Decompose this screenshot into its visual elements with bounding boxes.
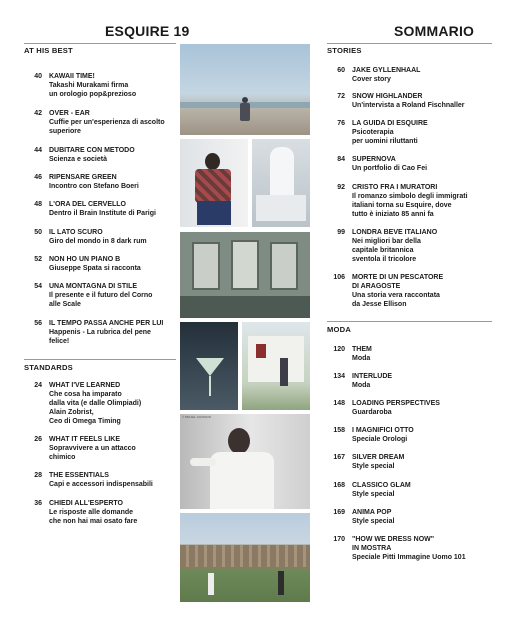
entry-subtitle: superiore (49, 128, 81, 135)
toc-entry[interactable] (24, 381, 176, 426)
entry-title: CHIEDI ALL'ESPERTO (49, 500, 124, 507)
entry-title: THEM (352, 346, 372, 353)
entry-title: LA GUIDA DI ESQUIRE (352, 120, 428, 127)
toc-entry[interactable] (24, 282, 176, 309)
page-number: 46 (34, 174, 42, 181)
entry-subtitle: Incontro con Stefano Boeri (49, 183, 139, 190)
toc-entry[interactable] (24, 435, 176, 462)
entry-subtitle: Le risposte alle domande (49, 509, 134, 516)
toc-entry[interactable] (24, 173, 176, 191)
subject-white-suit (210, 452, 274, 509)
toc-entry[interactable] (327, 183, 492, 219)
page-number: 169 (333, 509, 345, 516)
entry-subtitle: Giuseppe Spata si racconta (49, 265, 141, 272)
beach-figure-photo (180, 44, 310, 135)
entry-subtitle: Nei migliori bar della (352, 238, 421, 245)
toc-entry[interactable] (24, 319, 176, 346)
entry-subtitle: Moda (352, 355, 371, 362)
entry-title: MORTE DI UN PESCATORE (352, 274, 444, 281)
entry-title: WHAT I'VE LEARNED (49, 382, 121, 389)
page-number: 158 (333, 427, 345, 434)
toc-entry[interactable] (327, 535, 492, 562)
entry-subtitle: Happenis - La rubrica del pene (49, 329, 151, 336)
entry-subtitle: Una storia vera raccontata (352, 292, 440, 299)
section-divider (327, 321, 492, 322)
page-number: 54 (34, 283, 42, 290)
toc-entry[interactable] (327, 453, 492, 471)
entry-subtitle: italiani torna su Esquire, dove (352, 202, 452, 209)
entry-subtitle: Giro del mondo in 8 dark rum (49, 238, 147, 245)
entry-title: WHAT IT FEELS LIKE (49, 436, 121, 443)
entry-subtitle: tutto è iniziato 85 anni fa (352, 211, 434, 218)
cover-story-photo (180, 414, 310, 509)
bar-interior-photo (180, 232, 310, 318)
entry-subtitle: per uomini riluttanti (352, 138, 418, 145)
lab-photo (252, 139, 310, 227)
portrait-seated-photo (180, 139, 248, 227)
glass-stem (209, 376, 211, 396)
entry-subtitle: Dentro il Brain Institute di Parigi (49, 210, 156, 217)
photo-credit: © MIKAEL JANSSON (182, 415, 211, 419)
portrait-head (205, 153, 220, 170)
entry-title: "HOW WE DRESS NOW" (352, 536, 435, 543)
page-number: 76 (337, 120, 345, 127)
house-door (256, 344, 266, 358)
page-number: 48 (34, 201, 42, 208)
entry-subtitle: Takashi Murakami firma (49, 82, 129, 89)
lab-bench (256, 195, 306, 221)
entry-subtitle: Speciale Orologi (352, 436, 408, 443)
toc-entry[interactable] (327, 273, 492, 309)
figure-body (240, 103, 250, 121)
entry-subtitle: Guardaroba (352, 409, 392, 416)
page-number: 92 (337, 184, 345, 191)
section-heading: STORIES (327, 46, 362, 55)
entry-subtitle: Il romanzo simbolo degli immigrati (352, 193, 468, 200)
toc-entry[interactable] (24, 146, 176, 164)
entry-title: IL TEMPO PASSA ANCHE PER LUI (49, 320, 164, 327)
house-facade (248, 336, 304, 382)
standing-figure (280, 358, 288, 386)
entry-title: LOADING PERSPECTIVES (352, 400, 440, 407)
page-number: 44 (34, 147, 42, 154)
page-number: 52 (34, 256, 42, 263)
page-number: 56 (34, 320, 42, 327)
entry-title: NON HO UN PIANO B (49, 256, 121, 263)
page-number: 170 (333, 536, 345, 543)
entry-subtitle: Che cosa ha imparato (49, 391, 122, 398)
entry-title: OVER - EAR (49, 110, 90, 117)
toc-entry[interactable] (327, 119, 492, 146)
entry-subtitle: Style special (352, 463, 395, 470)
toc-entry[interactable] (24, 228, 176, 246)
entry-subtitle: Psicoterapia (352, 129, 394, 136)
lab-coat-figure (270, 147, 294, 197)
toc-entry[interactable] (24, 72, 176, 99)
page-number: 134 (333, 373, 345, 380)
page-number: 167 (333, 454, 345, 461)
window-left (192, 242, 220, 290)
toc-entry[interactable] (327, 372, 492, 390)
section-heading: STANDARDS (24, 363, 73, 372)
model-right (278, 571, 284, 595)
entry-title: CLASSICO GLAM (352, 482, 411, 489)
page-number: 84 (337, 156, 345, 163)
entry-subtitle: dalla vita (e dalle Olimpiadi) (49, 400, 142, 407)
entry-title: INTERLUDE (352, 373, 393, 380)
entry-subtitle: un orologio pop&prezioso (49, 91, 137, 98)
page-number: 120 (333, 346, 345, 353)
section-divider (327, 43, 492, 44)
bar-floor (180, 296, 310, 318)
toc-entry[interactable] (327, 426, 492, 444)
toc-entry[interactable] (327, 66, 492, 84)
entry-subtitle: felice! (49, 338, 70, 345)
entry-title: CRISTO FRA I MURATORI (352, 184, 438, 191)
page-number: 99 (337, 229, 345, 236)
page-number: 50 (34, 229, 42, 236)
entry-title: UNA MONTAGNA DI STILE (49, 283, 138, 290)
building-arcade (180, 545, 310, 567)
entry-subtitle: che non hai mai osato fare (49, 518, 138, 525)
cocktail-glass (196, 358, 224, 376)
toc-entry[interactable] (24, 499, 176, 526)
entry-title: ANIMA POP (352, 509, 392, 516)
toc-entry[interactable] (327, 155, 492, 173)
fashion-field-photo (180, 513, 310, 602)
page-number: 36 (34, 500, 42, 507)
contents-title: SOMMARIO (394, 23, 475, 39)
toc-entry[interactable] (327, 345, 492, 363)
toc-entry[interactable] (24, 109, 176, 136)
entry-subtitle: chimico (49, 454, 76, 461)
entry-title: I MAGNIFICI OTTO (352, 427, 414, 434)
entry-subtitle: sventola il tricolore (352, 256, 417, 263)
entry-title: L'ORA DEL CERVELLO (49, 201, 126, 208)
entry-title: JAKE GYLLENHAAL (352, 67, 421, 74)
entry-subtitle: Scienza e società (49, 156, 107, 163)
entry-subtitle: Sopravvivere a un attacco (49, 445, 136, 452)
entry-subtitle: Capi e accessori indispensabili (49, 481, 153, 488)
subject-head (228, 428, 250, 454)
toc-entry[interactable] (327, 92, 492, 110)
magazine-issue-title: ESQUIRE 19 (105, 23, 190, 39)
section-heading: AT HIS BEST (24, 46, 73, 55)
portrait-jacket (195, 169, 231, 203)
section-divider (24, 359, 176, 360)
entry-subtitle: Un portfolio di Cao Fei (352, 165, 428, 172)
toc-entry[interactable] (24, 471, 176, 489)
entry-subtitle: Style special (352, 518, 395, 525)
entry-title: DUBITARE CON METODO (49, 147, 135, 154)
entry-subtitle: Alain Zobrist, (49, 409, 94, 416)
cocktail-photo (180, 322, 238, 410)
entry-title: KAWAII TIME! (49, 73, 95, 80)
entry-subtitle: da Jesse Ellison (352, 301, 407, 308)
entry-subtitle: Speciale Pitti Immagine Uomo 101 (352, 554, 466, 561)
section-divider (24, 43, 176, 44)
subject-arm (190, 458, 216, 466)
entry-subtitle: Moda (352, 382, 371, 389)
entry-subtitle: alle Scale (49, 301, 81, 308)
entry-subtitle: Il presente e il futuro del Corno (49, 292, 153, 299)
entry-title: RIPENSARE GREEN (49, 174, 117, 181)
toc-entry[interactable] (327, 508, 492, 526)
toc-entry[interactable] (327, 481, 492, 499)
page-number: 60 (337, 67, 345, 74)
entry-title: LONDRA BEVE ITALIANO (352, 229, 438, 236)
entry-subtitle: DI ARAGOSTE (352, 283, 401, 290)
page-number: 148 (333, 400, 345, 407)
page-number: 42 (34, 110, 42, 117)
entry-subtitle: Style special (352, 491, 395, 498)
page-number: 72 (337, 93, 345, 100)
entry-title: SILVER DREAM (352, 454, 405, 461)
entry-subtitle: Cuffie per un'esperienza di ascolto (49, 119, 165, 126)
page-number: 106 (333, 274, 345, 281)
entry-title: IL LATO SCURO (49, 229, 103, 236)
entry-subtitle: Un'intervista a Roland Fischnaller (352, 102, 465, 109)
entry-title: SUPERNOVA (352, 156, 396, 163)
entry-title: SNOW HIGHLANDER (352, 93, 423, 100)
entry-title: THE ESSENTIALS (49, 472, 109, 479)
section-heading: MODA (327, 325, 352, 334)
window-center (231, 240, 259, 290)
portrait-chair (197, 201, 231, 225)
page-number: 168 (333, 482, 345, 489)
page-number: 24 (34, 382, 42, 389)
entry-subtitle: Cover story (352, 76, 391, 83)
page-number: 26 (34, 436, 42, 443)
toc-entry[interactable] (327, 399, 492, 417)
entry-subtitle: Ceo di Omega Timing (49, 418, 121, 425)
page-number: 40 (34, 73, 42, 80)
house-portrait-photo (242, 322, 310, 410)
toc-entry[interactable] (24, 200, 176, 218)
page-number: 28 (34, 472, 42, 479)
window-right (270, 242, 298, 290)
entry-subtitle: IN MOSTRA (352, 545, 392, 552)
model-left (208, 573, 214, 595)
toc-entry[interactable] (24, 255, 176, 273)
toc-entry[interactable] (327, 228, 492, 264)
entry-subtitle: capitale britannica (352, 247, 414, 254)
